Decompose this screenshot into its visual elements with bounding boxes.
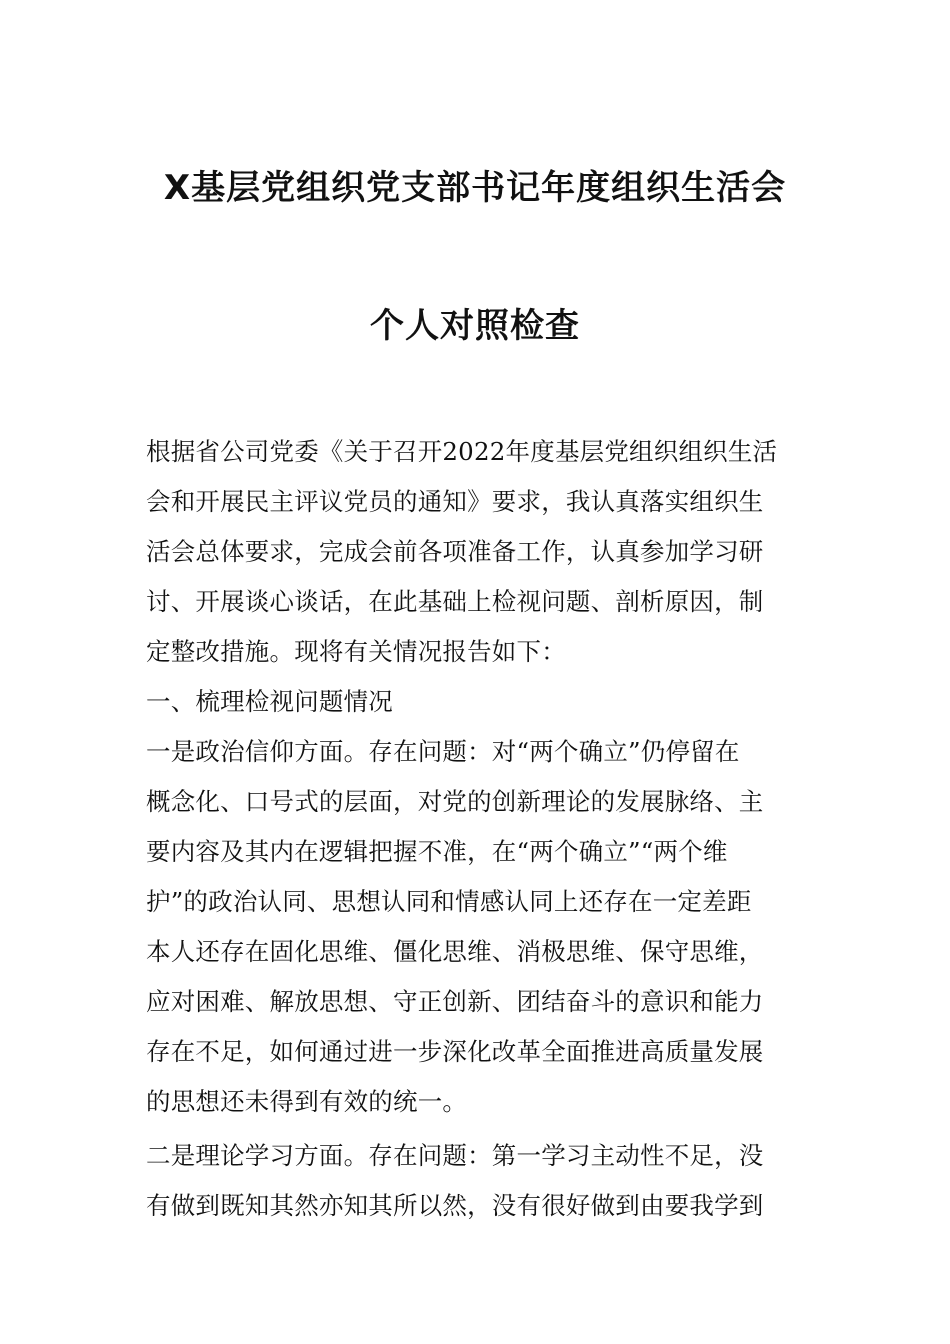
body-line: 二是理论学习方面。存在问题：第一学习主动性不足，没	[146, 1141, 764, 1170]
document-title-line-1: X基层党组织党支部书记年度组织生活会	[163, 168, 787, 208]
body-line: 一是政治信仰方面。存在问题：对“两个确立”仍停留在	[146, 737, 740, 766]
body-line: 本人还存在固化思维、僵化思维、消极思维、保守思维，	[146, 937, 764, 966]
body-line: 护”的政治认同、思想认同和情感认同上还存在一定差距	[146, 887, 752, 916]
body-line: 的思想还未得到有效的统一。	[146, 1087, 468, 1116]
section-heading: 一、梳理检视问题情况	[146, 687, 393, 716]
document-title-line-2: 个人对照检查	[370, 306, 580, 346]
body-line: 应对困难、解放思想、守正创新、团结奋斗的意识和能力	[146, 987, 764, 1016]
body-line: 活会总体要求，完成会前各项准备工作，认真参加学习研	[146, 537, 764, 566]
body-line: 概念化、口号式的层面，对党的创新理论的发展脉络、主	[146, 787, 764, 816]
body-line: 会和开展民主评议党员的通知》要求，我认真落实组织生	[146, 487, 764, 516]
body-line: 根据省公司党委《关于召开2022年度基层党组织组织生活	[146, 437, 778, 466]
body-line: 讨、开展谈心谈话，在此基础上检视问题、剖析原因，制	[146, 587, 764, 616]
body-line: 存在不足，如何通过进一步深化改革全面推进高质量发展	[146, 1037, 764, 1066]
body-line: 要内容及其内在逻辑把握不准，在“两个确立”“两个维	[146, 837, 728, 866]
body-line: 有做到既知其然亦知其所以然，没有很好做到由要我学到	[146, 1191, 764, 1220]
body-line: 定整改措施。现将有关情况报告如下：	[146, 637, 566, 666]
document-body	[146, 427, 808, 1231]
